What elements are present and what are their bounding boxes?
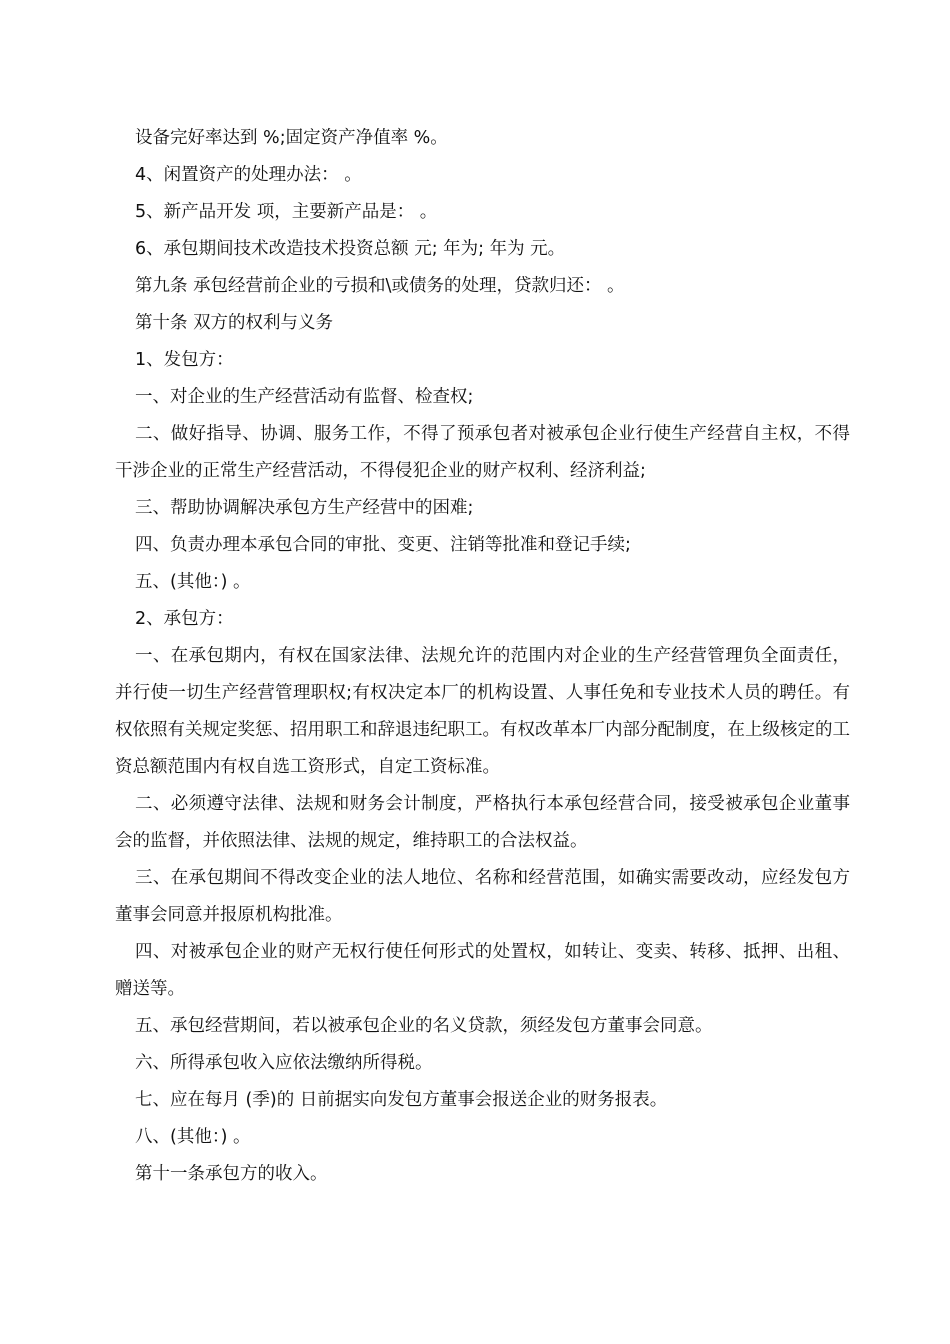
contractee-party-heading: 2、承包方： [135, 609, 234, 629]
idle-assets-line: 4、闲置资产的处理办法： 。 [135, 165, 362, 185]
contractee-item-6: 六、所得承包收入应依法缴纳所得税。 [135, 1053, 433, 1073]
article-10-heading: 第十条 双方的权利与义务 [135, 313, 334, 333]
contractee-item-2: 二、必须遵守法律、法规和财务会计制度，严格执行本承包经营合同，接受被承包企业董事会的监督，并依照法律、法规的规定，维持职工的合法权益。 [115, 794, 850, 851]
contractor-item-2: 二、做好指导、协调、服务工作，不得了预承包者对被承包企业行使生产经营自主权，不得干涉企业的正常生产经营活动，不得侵犯企业的财产权利、经济利益; [115, 424, 850, 481]
contractee-item-3: 三、在承包期间不得改变企业的法人地位、名称和经营范围，如确实需要改动，应经发包方董事会同意并报原机构批准。 [115, 868, 850, 925]
contractor-party-heading: 1、发包方： [135, 350, 234, 370]
tech-investment-line: 6、承包期间技术改造技术投资总额 元; 年为; 年为 元。 [135, 239, 566, 259]
contractor-item-3: 三、帮助协调解决承包方生产经营中的困难; [135, 498, 474, 518]
contractee-item-4: 四、对被承包企业的财产无权行使任何形式的处置权，如转让、变卖、转移、抵押、出租、赠送等。 [115, 942, 850, 999]
article-9: 第九条 承包经营前企业的亏损和\或债务的处理，贷款归还： 。 [135, 276, 625, 296]
contractee-item-7: 七、应在每月 (季)的 日前据实向发包方董事会报送企业的财务报表。 [135, 1090, 668, 1110]
contractee-item-5: 五、承包经营期间，若以被承包企业的名义贷款，须经发包方董事会同意。 [135, 1016, 713, 1036]
new-product-line: 5、新产品开发 项，主要新产品是： 。 [135, 202, 438, 222]
contractor-item-5: 五、(其他：) 。 [135, 572, 251, 592]
document-body [115, 120, 850, 1193]
contractor-item-4: 四、负责办理本承包合同的审批、变更、注销等批准和登记手续; [135, 535, 631, 555]
article-11: 第十一条承包方的收入。 [135, 1164, 328, 1184]
contractee-item-1: 一、在承包期内，有权在国家法律、法规允许的范围内对企业的生产经营管理负全面责任，并行使一切生产经营管理职权;有权决定本厂的机构设置、人事任免和专业技术人员的聘任。有权依照有关规定奖惩、招用职工和辞退违纪职工。有权改革本厂内部分配制度，在上级核定的工资总额范围内有权自选工资形式，自定工资标准。 [115, 646, 850, 777]
equipment-rate-line: 设备完好率达到 %;固定资产净值率 %。 [135, 128, 448, 148]
contractee-item-8: 八、(其他：) 。 [135, 1127, 251, 1147]
contractor-item-1: 一、对企业的生产经营活动有监督、检查权; [135, 387, 474, 407]
